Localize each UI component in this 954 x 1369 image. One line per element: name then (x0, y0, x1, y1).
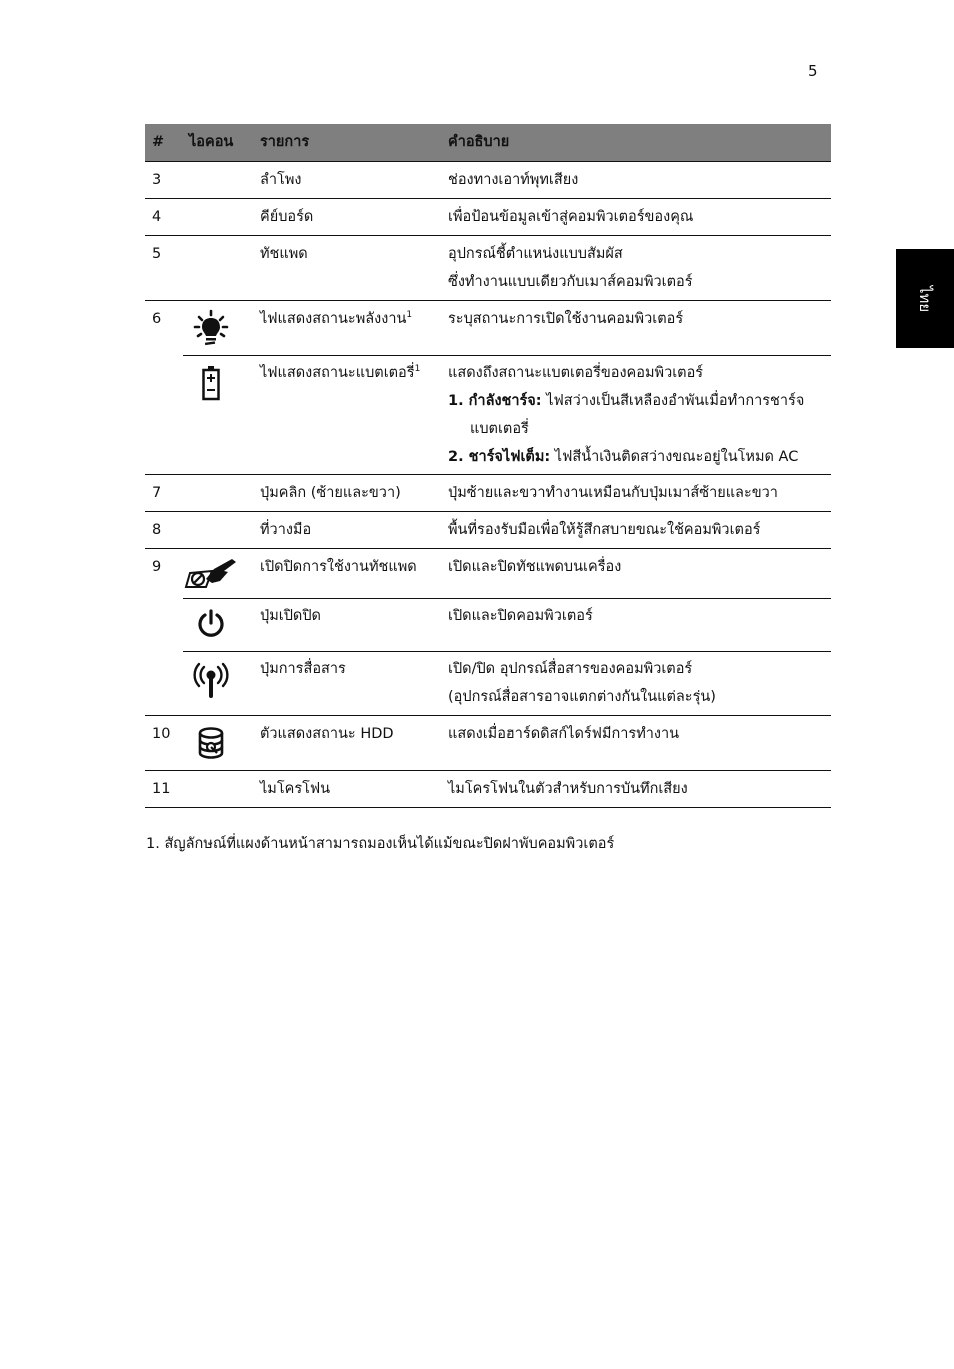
row-desc (448, 516, 828, 544)
desc-line: เพื่อป้อนข้อมูลเข้าสู่คอมพิวเตอร์ของคุณ (448, 209, 694, 225)
table-row (145, 355, 831, 474)
language-tab (896, 249, 954, 348)
row-num: 8 (152, 522, 162, 538)
row-num: 5 (152, 246, 162, 262)
language-tab-label: ไทย (915, 285, 934, 312)
row-item: ปุ่มคลิก (ซ้ายและขวา) (260, 485, 401, 501)
table-row (145, 715, 831, 770)
footnote-ref: 1 (406, 310, 413, 321)
footnote-ref: 1 (414, 364, 421, 375)
row-desc (448, 479, 828, 507)
row-item: ตัวแสดงสถานะ HDD (260, 726, 394, 742)
table-row (145, 235, 831, 300)
table-row (145, 770, 831, 807)
power-indicator-icon (183, 309, 239, 347)
table-row (145, 198, 831, 235)
touchpad-toggle-icon (183, 557, 239, 589)
desc-line: (อุปกรณ์สื่อสารอาจแตกต่างกันในแต่ละรุ่น) (448, 689, 716, 705)
table-header (145, 124, 831, 161)
table-row (145, 511, 831, 548)
desc-line: อุปกรณ์ชี้ตำแหน่งแบบสัมผัส (448, 246, 623, 262)
row-desc (448, 655, 828, 711)
hdd-indicator-icon (183, 727, 239, 759)
desc-line: แบตเตอรี่ (470, 421, 529, 437)
item-label: ไฟแสดงสถานะพลังงาน (260, 311, 407, 327)
table-row (145, 474, 831, 511)
desc-line (448, 387, 828, 415)
header-item: รายการ (260, 134, 310, 150)
row-desc (448, 553, 828, 581)
status-text: ไฟสีน้ำเงินติดสว่างขณะอยู่ในโหมด AC (550, 449, 799, 465)
row-num: 11 (152, 781, 171, 797)
table-row (145, 548, 831, 598)
footnote: 1. สัญลักษณ์ที่แผงด้านหน้าสามารถมองเห็นได้แม้ขณะปิดฝาพับคอมพิวเตอร์ (146, 836, 615, 852)
table-row (145, 651, 831, 715)
row-item: ปุ่มเปิดปิด (260, 608, 321, 624)
row-desc (448, 602, 828, 630)
component-table (145, 124, 831, 808)
desc-line: แสดงเมื่อฮาร์ดดิสก์ไดร์ฟมีการทำงาน (448, 726, 680, 742)
row-num: 6 (152, 311, 162, 327)
row-item: เปิดปิดการใช้งานทัชแพด (260, 559, 417, 575)
row-item: ที่วางมือ (260, 522, 312, 538)
status-label: 2. ชาร์จไฟเต็ม: (448, 449, 551, 465)
desc-line: ระบุสถานะการเปิดใช้งานคอมพิวเตอร์ (448, 311, 684, 327)
row-item (260, 359, 420, 387)
table-row (145, 161, 831, 198)
desc-line: แสดงถึงสถานะแบตเตอรี่ของคอมพิวเตอร์ (448, 365, 704, 381)
desc-line (448, 443, 828, 471)
row-num: 3 (152, 172, 162, 188)
row-num: 4 (152, 209, 162, 225)
power-button-icon (183, 608, 239, 640)
row-desc (448, 720, 828, 748)
desc-line: ช่องทางเอาท์พุทเสียง (448, 172, 579, 188)
row-desc (448, 166, 828, 194)
row-num: 9 (152, 559, 162, 575)
status-text: ไฟสว่างเป็นสีเหลืองอำพันเมื่อทำการชาร์จ (541, 393, 805, 409)
row-desc (448, 359, 828, 471)
desc-line: ซึ่งทำงานแบบเดียวกับเมาส์คอมพิวเตอร์ (448, 274, 693, 290)
row-item: ไมโครโฟน (260, 781, 331, 797)
battery-indicator-icon (183, 365, 239, 401)
row-desc (448, 203, 828, 231)
row-item: ทัชแพด (260, 246, 308, 262)
table-row (145, 300, 831, 355)
desc-line: พื้นที่รองรับมือเพื่อให้รู้สึกสบายขณะใช้คอมพิวเตอร์ (448, 522, 761, 538)
desc-line: ไมโครโฟนในตัวสำหรับการบันทึกเสียง (448, 781, 688, 797)
row-num: 10 (152, 726, 171, 742)
header-desc: คำอธิบาย (448, 134, 510, 150)
row-desc (448, 775, 828, 803)
communication-icon (183, 661, 239, 699)
status-label: 1. กำลังชาร์จ: (448, 393, 542, 409)
row-desc (448, 240, 828, 296)
desc-line: เปิดและปิดทัชแพดบนเครื่อง (448, 559, 622, 575)
row-desc (448, 305, 828, 333)
desc-line: ปุ่มซ้ายและขวาทำงานเหมือนกับปุ่มเมาส์ซ้ายและขวา (448, 485, 778, 501)
row-item: ลำโพง (260, 172, 302, 188)
row-num: 7 (152, 485, 162, 501)
row-item: คีย์บอร์ด (260, 209, 314, 225)
header-icon: ไอคอน (189, 134, 234, 150)
desc-line: เปิด/ปิด อุปกรณ์สื่อสารของคอมพิวเตอร์ (448, 661, 693, 677)
item-label: ไฟแสดงสถานะแบตเตอรี่ (260, 365, 415, 381)
desc-line: เปิดและปิดคอมพิวเตอร์ (448, 608, 593, 624)
row-item (260, 305, 412, 333)
table-row (145, 598, 831, 651)
header-num: # (152, 134, 165, 150)
row-item: ปุ่มการสื่อสาร (260, 661, 346, 677)
page-number: 5 (808, 62, 818, 80)
